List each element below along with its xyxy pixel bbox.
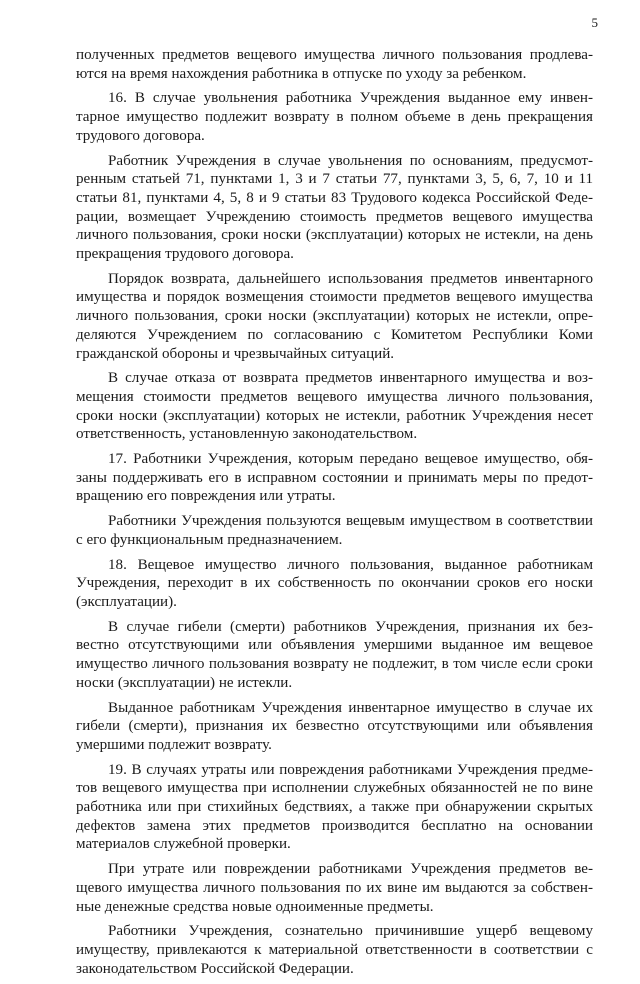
paragraph-loss-fault: При утрате или повреждении работниками Учреждения предметов вещевого имущества личного пользования по их вине им выдаются за собственные денежные средства новые одноименные предметы. (76, 861, 593, 915)
paragraph-item-18: 18. Вещевое имущество личного пользования, выданное работникам Учреждения, переходит в их собственность по окончании сроков его носки (эксплуатации). (76, 556, 593, 610)
paragraph-death-personal: В случае гибели (смерти) работников Учреждения, признания их безвестно отсутствующими или объявления умершими выданное им вещевое имущество личного пользования возврату не подлежит, в том числе если сроки носки (эксплуатации) не истекли. (76, 618, 593, 691)
paragraph-compensation-grounds: Работник Учреждения в случае увольнения по основаниям, предусмотренным статьей 71, пунктами 1, 3 и 7 статьи 77, пунктами 3, 5, 6, 7, 10 и 11 статьи 81, пунктами 4, 5, 8 и 9 статьи 83 Трудового кодекса Российской Федерации, возмещает Учреждению стоимость предметов вещевого имущества личного пользования, сроки носки (эксплуатации) которых не истекли, на день прекращения трудового договора. (76, 152, 593, 263)
paragraph-material-liability: Работники Учреждения, сознательно причинившие ущерб вещевому имуществу, привлекаются к материальной ответственности в соответствии с законодательством Российской Федерации. (76, 923, 593, 977)
paragraph-continuation: полученных предметов вещевого имущества личного пользования продлеваются на время нахождения работника в отпуске по уходу за ребенком. (76, 47, 593, 82)
paragraph-item-17: 17. Работники Учреждения, которым передано вещевое имущество, обязаны поддерживать его в исправном состоянии и принимать меры по предотвращению его повреждения или утраты. (76, 451, 593, 505)
paragraph-death-inventory: Выданное работникам Учреждения инвентарное имущество в случае их гибели (смерти), признания их безвестно отсутствующими или объявления умершими подлежит возврату. (76, 699, 593, 753)
paragraph-return-procedure: Порядок возврата, дальнейшего использования предметов инвентарного имущества и порядок возмещения стоимости предметов вещевого имущества личного пользования, сроки носки (эксплуатации) которых не истекли, определяются Учреждением по согласованию с Комитетом Республики Коми гражданской обороны и чрезвычайных ситуаций. (76, 270, 593, 362)
paragraph-item-16: 16. В случае увольнения работника Учреждения выданное ему инвентарное имущество подлежит возврату в полном объеме в день прекращения трудового договора. (76, 90, 593, 144)
document-body (76, 46, 593, 984)
paragraph-usage-purpose: Работники Учреждения пользуются вещевым имуществом в соответствии с его функциональным предназначением. (76, 513, 593, 548)
paragraph-item-19: 19. В случаях утраты или повреждения работниками Учреждения предметов вещевого имущества при исполнении служебных обязанностей не по вине работника или при стихийных бедствиях, а также при обнаружении скрытых дефектов замена этих предметов производится бесплатно на основании материалов служебной проверки. (76, 761, 593, 853)
paragraph-refusal-liability: В случае отказа от возврата предметов инвентарного имущества и возмещения стоимости предметов вещевого имущества личного пользования, сроки носки (эксплуатации) которых не истекли, работник Учреждения несет ответственность, установленную законодательством. (76, 370, 593, 443)
page-number: 5 (591, 15, 598, 30)
